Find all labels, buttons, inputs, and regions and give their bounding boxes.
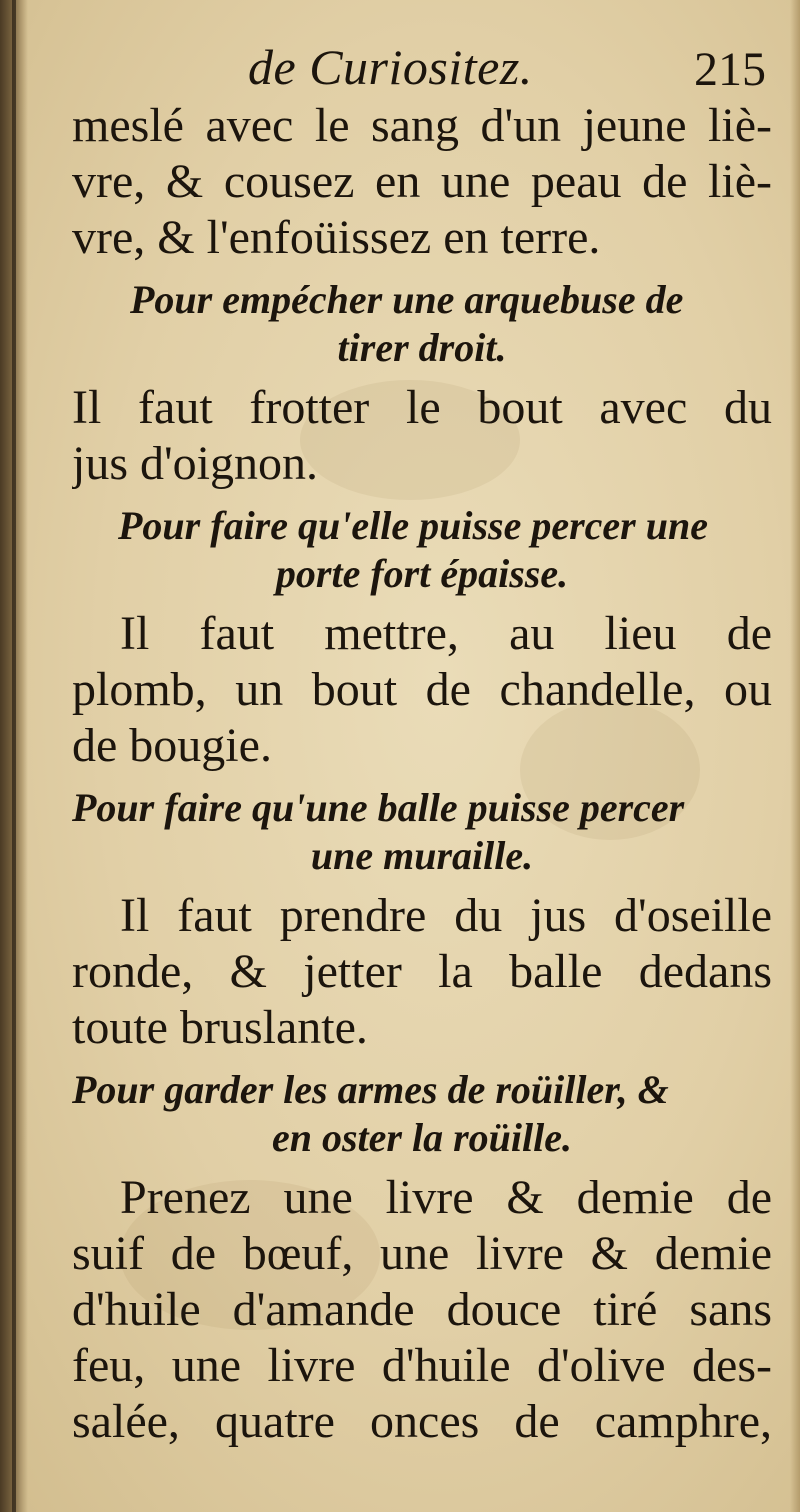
text-line: Il faut prendre du jus d'oseille	[120, 889, 772, 942]
section-heading: Pour garder les armes de roüiller, &	[72, 1067, 669, 1112]
section-heading: en oster la roüille.	[271, 1115, 573, 1160]
section-heading: porte fort épaisse.	[275, 551, 569, 596]
section-heading: Pour empécher une arquebuse de	[130, 277, 684, 322]
text-line: de bougie.	[72, 719, 272, 772]
text-line: salée, quatre onces de camphre,	[72, 1395, 772, 1448]
text-line: plomb, un bout de chandelle, ou	[72, 663, 772, 716]
section-heading: tirer droit.	[337, 325, 507, 370]
section-heading: Pour faire qu'une balle puisse percer	[72, 785, 685, 830]
page-right-edge	[790, 0, 800, 1512]
text-line: vre, & l'enfoüissez en terre.	[72, 211, 601, 264]
text-line: feu, une livre d'huile d'olive des-	[72, 1339, 772, 1392]
text-line: jus d'oignon.	[72, 437, 318, 490]
page-binding-edge	[12, 0, 16, 1512]
page-number: 215	[694, 43, 766, 96]
text-line: d'huile d'amande douce tiré sans	[72, 1283, 772, 1336]
text-line: Il faut frotter le bout avec du	[72, 381, 772, 434]
running-title: de Curiositez.	[248, 39, 533, 95]
text-line: Prenez une livre & demie de	[120, 1171, 772, 1224]
text-line: toute bruslante.	[72, 1001, 368, 1054]
page-header	[70, 34, 770, 104]
text-line: ronde, & jetter la balle dedans	[72, 945, 772, 998]
text-line: suif de bœuf, une livre & demie	[72, 1227, 772, 1280]
page-text	[72, 98, 772, 1450]
section-heading: une muraille.	[310, 833, 534, 878]
text-line: vre, & cousez en une peau de liè-	[72, 155, 772, 208]
text-line: Il faut mettre, au lieu de	[120, 607, 772, 660]
text-line: meslé avec le sang d'un jeune liè-	[72, 99, 772, 152]
section-heading: Pour faire qu'elle puisse percer une	[118, 503, 708, 548]
